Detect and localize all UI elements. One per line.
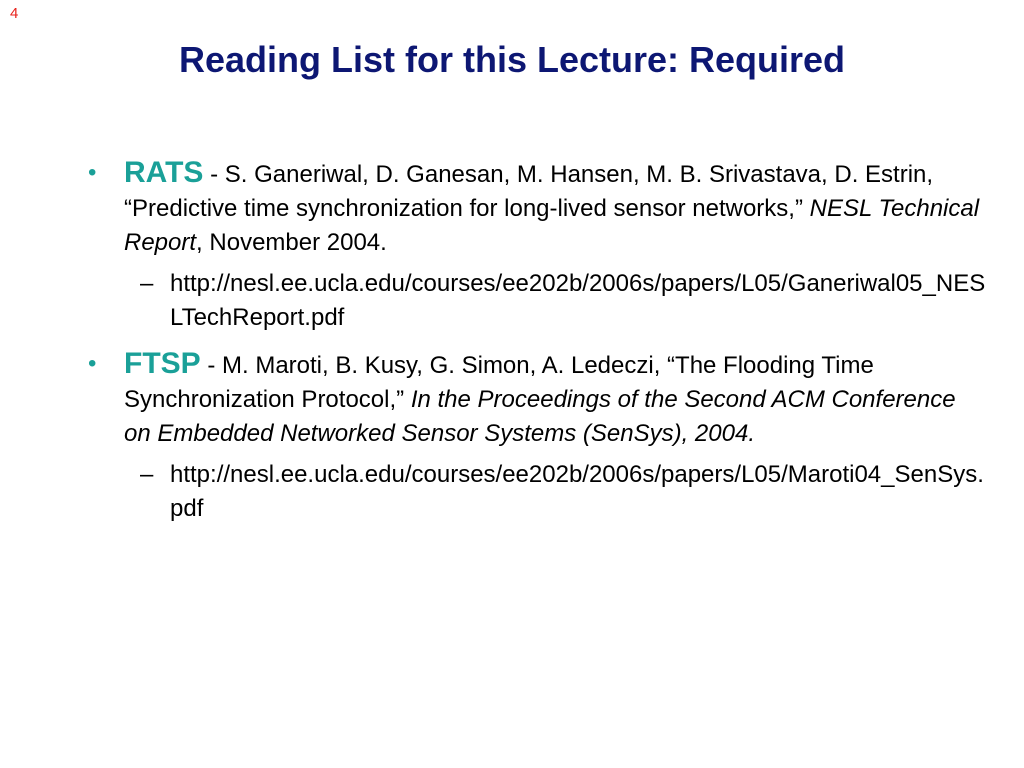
bullet-icon: • (88, 159, 97, 186)
bullet-icon: • (88, 350, 97, 377)
paper-link[interactable]: http://nesl.ee.ucla.edu/courses/ee202b/2006s/papers/L05/Maroti04_SenSys.pdf (170, 461, 984, 522)
item-keyword: RATS (124, 156, 204, 189)
item-venue: NESL Technical Report (124, 195, 980, 256)
sub-item-link-ftsp (88, 458, 988, 526)
list-item-rats (88, 156, 988, 260)
dash-icon: – (140, 270, 154, 297)
item-citation: - M. Maroti, B. Kusy, G. Simon, A. Ledeczi, “The Flooding Time Synchronization Protocol,” (124, 352, 874, 413)
list-item-ftsp (88, 347, 988, 451)
item-venue: In the Proceedings of the Second ACM Conference on Embedded Networked Sensor Systems (SenSys), 2004. (124, 386, 956, 447)
item-date: , November 2004. (196, 229, 387, 256)
sub-item-link-rats (88, 267, 988, 335)
dash-icon: – (140, 461, 154, 488)
item-citation: - S. Ganeriwal, D. Ganesan, M. Hansen, M. B. Srivastava, D. Estrin, “Predictive time synchronization for long-lived sensor networks,” (124, 161, 934, 222)
paper-link[interactable]: http://nesl.ee.ucla.edu/courses/ee202b/2006s/papers/L05/Ganeriwal05_NESLTechReport.pdf (170, 270, 986, 331)
slide-number: 4 (10, 5, 19, 22)
reading-list (88, 156, 988, 526)
slide-title: Reading List for this Lecture: Required (178, 39, 846, 80)
item-keyword: FTSP (124, 347, 201, 380)
